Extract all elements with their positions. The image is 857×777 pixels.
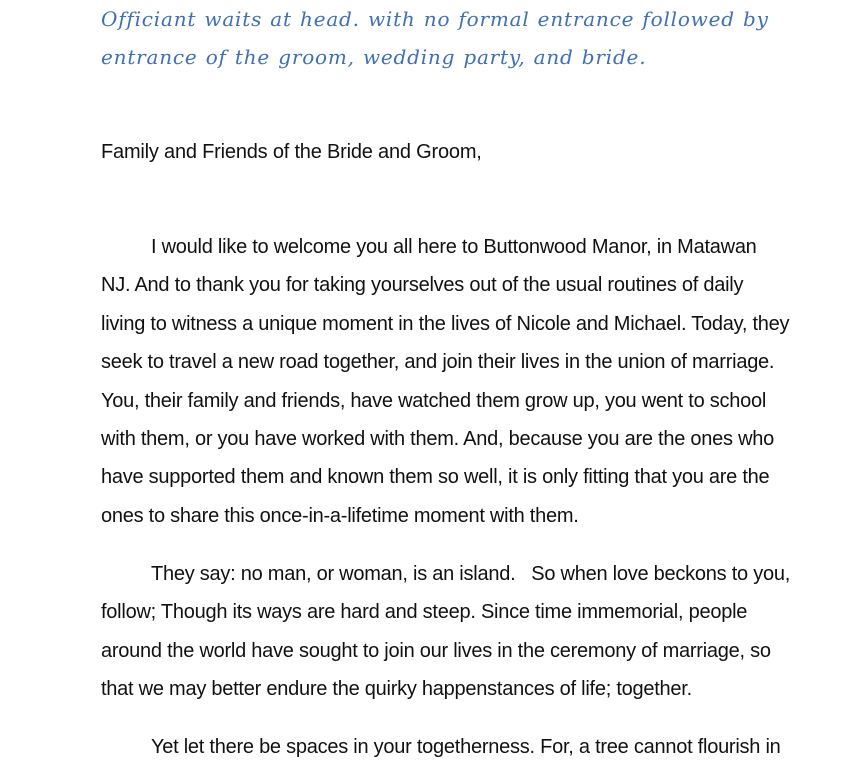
stage-direction [101,0,801,76]
paragraph-line: seek to travel a new road together, and join their lives in the union of marriage. [101,351,775,374]
paragraph-line: that we may better endure the quirky happenstances of life; together. [101,678,692,701]
paragraph-line: They say: no man, or woman, is an island. So when love beckons to you, [151,563,791,585]
salutation: Family and Friends of the Bride and Groom, [101,141,482,163]
paragraph-line: follow; Though its ways are hard and steep. Since time immemorial, people [101,601,748,624]
stage-direction-line: entrance of the groom, wedding party, and bride. [101,45,647,69]
paragraph-line: have supported them and known them so well, it is only fitting that you are the [101,466,770,489]
paragraph-line: ones to share this once-in-a-lifetime moment with them. [101,504,579,527]
paragraph-line: living to witness a unique moment in the lives of Nicole and Michael. Today, they [101,312,790,335]
welcome-paragraph [101,228,790,535]
paragraph-line: around the world have sought to join our lives in the ceremony of marriage, so [101,639,771,662]
island-paragraph [101,555,791,709]
paragraph-line: with them, or you have worked with them. And, because you are the ones who [101,428,775,451]
togetherness-paragraph [101,728,781,766]
stage-direction-line: Officiant waits at head. with no formal entrance followed by [101,7,769,31]
paragraph-line: NJ. And to thank you for taking yourselves out of the usual routines of daily [101,274,744,297]
paragraph-line: I would like to welcome you all here to Buttonwood Manor, in Matawan [151,236,757,258]
paragraph-line: You, their family and friends, have watched them grow up, you went to school [101,389,767,412]
paragraph-line: Yet let there be spaces in your togetherness. For, a tree cannot flourish in [151,736,781,758]
